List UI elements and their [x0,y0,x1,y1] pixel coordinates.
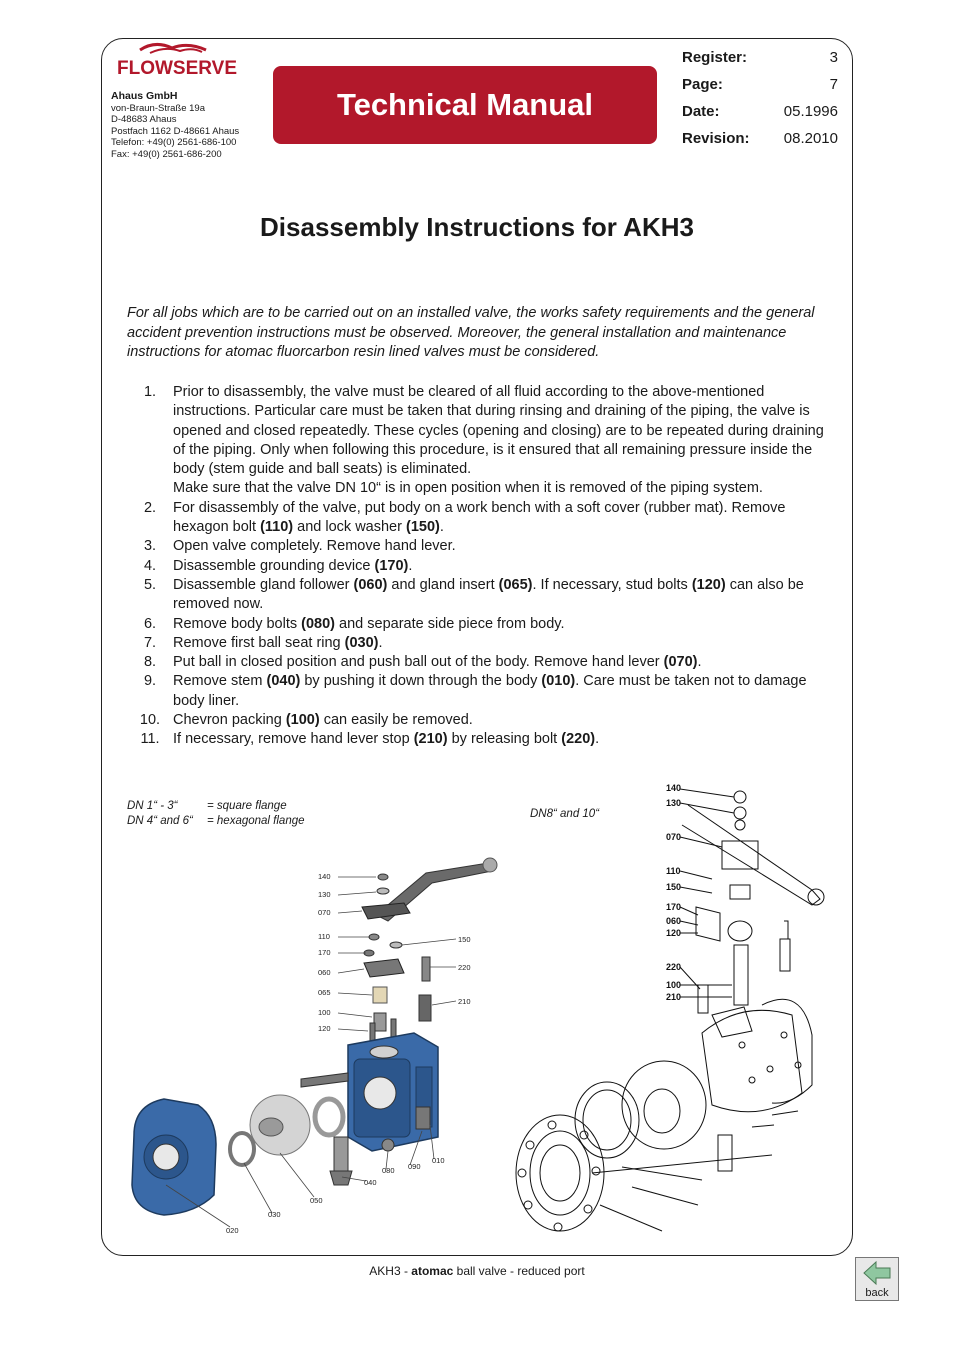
part-label: 210 [666,992,682,1002]
meta-register [682,44,838,71]
part-reference: (030) [344,634,379,651]
meta-value: 08.2010 [783,130,838,147]
part-label: 140 [318,872,331,881]
part-reference: (120) [691,576,726,593]
exploded-view-dn1-6 [126,855,504,1240]
part-label: 070 [318,908,331,917]
step-text-part: . [378,634,383,651]
back-label: back [865,1287,889,1299]
meta-revision [682,125,838,152]
document-meta [682,44,838,152]
step-text [173,537,832,556]
part-reference: (100) [285,712,320,729]
part-label: 140 [666,783,682,793]
part-label: 130 [318,890,331,899]
company-name: Ahaus GmbH [111,90,178,102]
part-label: 220 [458,963,471,972]
instruction-step [127,672,832,711]
step-number: 3. [143,538,157,555]
instruction-step [127,653,832,672]
caption-desc: = hexagonal flange [207,815,305,827]
instruction-step [127,537,832,556]
step-text-part: Disassemble gland follower [173,576,354,593]
instruction-list [127,383,832,750]
part-label: 060 [666,916,682,926]
part-reference: (210) [413,731,448,748]
part-label: 030 [268,1210,281,1219]
step-text [173,672,832,711]
part-label: 010 [432,1156,445,1165]
part-label: 130 [666,798,682,808]
page-title: Disassembly Instructions for AKH3 [260,212,694,242]
instruction-step [127,499,832,538]
step-number: 7. [143,634,157,651]
part-reference: (220) [561,731,596,748]
part-label: 090 [408,1162,421,1171]
part-label: 080 [382,1166,395,1175]
back-button[interactable] [855,1257,899,1301]
part-label: 065 [318,988,331,997]
part-label: 100 [666,980,682,990]
step-number: 2. [143,499,157,516]
step-text [173,653,832,672]
instruction-step [127,576,832,615]
step-text-part: and gland insert [387,576,499,593]
part-label: 020 [226,1226,239,1235]
part-label: 210 [458,997,471,1006]
part-reference: (065) [498,576,533,593]
step-text-part: For disassembly of the valve, put body on a work bench with a soft cover (rubber mat). Remove hexagon bolt [173,499,786,536]
step-text-part: . If necessary, stud bolts [532,576,692,593]
part-label: 060 [318,968,331,977]
meta-value: 3 [829,49,838,66]
logo-text: FLOWSERVE [117,58,237,79]
part-label: 220 [666,962,682,972]
part-label: 100 [318,1008,331,1017]
instruction-step [127,711,832,730]
part-label: 040 [364,1178,377,1187]
meta-page [682,71,838,98]
part-label: 050 [310,1196,323,1205]
step-text-part: . Care must be taken not to damage body liner. [173,673,807,709]
part-reference: (040) [266,673,301,690]
step-number: 8. [143,654,157,671]
caption-desc: = square flange [207,800,287,812]
step-text-part: Make sure that the valve DN 10“ is in open position when it is removed of the piping system. [173,480,763,497]
address-line: Telefon: +49(0) 2561-686-100 [111,137,237,149]
technical-manual-banner: Technical Manual [273,66,657,144]
step-text-part: . [408,557,413,574]
step-number: 9. [143,673,157,690]
caption-size: DN 4“ and 6“ [127,815,193,827]
page-footer [0,1264,954,1278]
part-reference: (070) [663,654,698,671]
left-figure-caption [127,799,305,829]
step-text-part: Remove stem [173,673,267,690]
step-text [173,730,832,749]
step-text-part: by pushing it down through the body [300,673,542,690]
step-number: 6. [143,615,157,632]
meta-key: Page: [682,76,723,93]
instruction-step [127,383,832,499]
meta-value: 7 [829,76,838,93]
address-line: Postfach 1162 D-48661 Ahaus [111,125,240,137]
step-text-part: . [697,654,702,671]
footer-brand: atomac [411,1264,454,1278]
step-text-part: can easily be removed. [319,712,473,729]
caption-row [127,814,305,829]
part-label: 120 [318,1024,331,1033]
step-text [173,499,832,538]
step-text-part: . [595,731,600,748]
company-address [111,91,239,161]
step-number: 10. [139,712,161,729]
step-text-part: Remove body bolts [173,615,302,632]
footer-suffix: ball valve - reduced port [453,1264,585,1278]
step-text-part: Chevron packing [173,712,286,729]
part-label: 120 [666,928,682,938]
step-number: 4. [143,557,157,574]
exploded-view-dn8-10 [512,775,840,1235]
part-reference: (060) [353,576,388,593]
arrow-left-icon [856,1258,898,1288]
step-text-part: can also be removed now. [173,576,804,613]
step-number: 11. [140,731,160,748]
meta-key: Register: [682,49,748,66]
step-text-part: Disassemble grounding device [173,557,375,574]
part-label: 070 [666,832,682,842]
step-text-part: Remove first ball seat ring [173,634,345,651]
step-text [173,383,832,499]
part-label: 110 [318,932,330,941]
address-line: Fax: +49(0) 2561-686-200 [111,148,222,160]
step-text-part: Prior to disassembly, the valve must be cleared of all fluid according to the above-mentioned instructions. Particular care must be taken that during rinsing and draining of the piping, the valve is opened and closed repeatedly. These cycles (opening and closing) are to be repeated during draining of the piping. Only when following this procedure, is it ensured that all remaining pressure inside the body (stem guide and ball seats) is eliminated. [173,384,824,478]
meta-date [682,98,838,125]
instruction-step [127,634,832,653]
step-number: 5. [143,576,157,593]
instruction-step [127,615,832,634]
instruction-step [127,730,832,749]
step-number: 1. [143,384,157,400]
address-line: D-48683 Ahaus [111,114,177,126]
part-reference: (080) [301,615,336,632]
part-label: 110 [666,866,681,876]
flowserve-logo [110,40,245,84]
part-label: 150 [666,882,682,892]
part-reference: (150) [405,519,440,536]
step-text [173,576,832,615]
step-text [173,711,832,730]
step-text-part: If necessary, remove hand lever stop [173,731,414,748]
meta-key: Date: [682,103,720,120]
meta-value: 05.1996 [783,103,838,120]
step-text [173,557,832,576]
caption-row [127,799,305,814]
step-text-part: and lock washer [293,519,406,536]
part-label: 170 [318,948,331,957]
step-text-part: Open valve completely. Remove hand lever. [173,538,456,555]
instruction-step [127,557,832,576]
part-label: 150 [458,935,471,944]
part-reference: (170) [374,557,409,574]
address-line: von-Braun-Straße 19a [111,102,205,114]
caption-size: DN 1“ - 3“ [127,800,178,812]
right-figure-caption: DN8“ and 10“ [530,808,600,820]
footer-prefix: AKH3 - [369,1264,412,1278]
part-reference: (110) [260,519,294,536]
part-label: 170 [666,902,682,912]
step-text-part: by releasing bolt [447,731,562,748]
safety-intro: For all jobs which are to be carried out on an installed valve, the works safety requirements and the general accident prevention instructions must be observed. Moreover, the general installation and maintenance instructions for atomac fluorcarbon resin lined valves must be considered. [127,305,815,360]
step-text [173,615,832,634]
step-text-part: Put ball in closed position and push ball out of the body. Remove hand lever [173,654,664,671]
part-reference: (010) [541,673,576,690]
step-text-part: and separate side piece from body. [335,615,565,632]
step-text-part: . [439,519,444,536]
meta-key: Revision: [682,130,750,147]
step-text [173,634,832,653]
